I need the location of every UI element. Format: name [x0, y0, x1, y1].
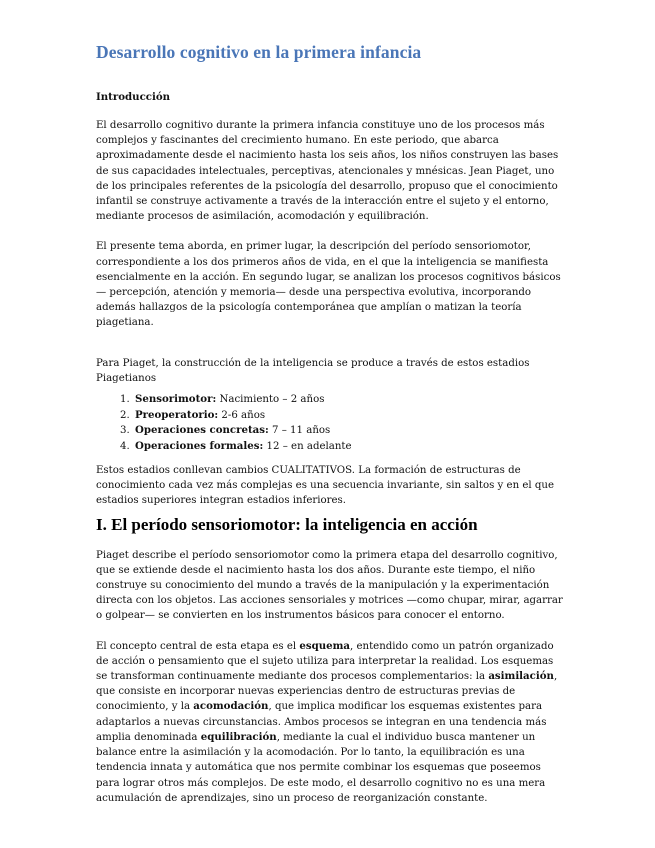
- intro-paragraph-1: El desarrollo cognitivo durante la primera infancia constituye uno de los procesos más complejos y fascinantes del crecimiento humano. En este periodo, que abarca aproximadamente desde el nacimiento hasta los seis años, los niños construyen las bases de sus capacidades intelectuales, perceptivas, atencionales y mnésicas. Jean Piaget, uno de los principales referentes de la psicología del desarrollo, propuso que el conocimiento infantil se construye activamente a través de la interacción entre el sujeto y el entorno, mediante procesos de asimilación, acomodación y equilibración.: [96, 120, 559, 223]
- intro-heading: Introducción: [96, 91, 171, 103]
- term-esquema: esquema: [299, 639, 350, 652]
- stages-list: [96, 392, 566, 454]
- stage-range: 12 – en adelante: [263, 440, 352, 452]
- section-paragraph-1: Piaget describe el período sensoriomotor como la primera etapa del desarrollo cognitivo, que se extiende desde el nacimiento hasta los dos años. Durante este tiempo, el niño construye su conocimiento del mundo a través de la manipulación y la experimentación directa con los objetos. Las acciones sensoriales y motrices —como chupar, mirar, agarrar o golpear— se convierten en los instrumentos básicos para conocer el entorno.: [96, 549, 563, 622]
- stage-range: Nacimiento – 2 años: [216, 394, 325, 406]
- document-title: Desarrollo cognitivo en la primera infancia: [96, 42, 422, 62]
- section-heading: I. El período sensoriomotor: la inteligencia en acción: [96, 514, 478, 534]
- stage-range: 7 – 11 años: [268, 425, 331, 437]
- text-run: , mediante la cual el individuo busca mantener un balance entre la asimilación y la acomodación. Por lo tanto, la equilibración es una tendencia innata y automática que nos permite combinar los esquemas que poseemos para lograr otros más complejos. De este modo, el desarrollo cognitivo no es una mera acumulación de aprendizajes, sino un proceso de reorganización constante.: [96, 731, 546, 804]
- stage-name: Operaciones formales:: [135, 439, 264, 452]
- text-run: , que implica modificar los esquemas existentes para adaptarlos a nuevas circunstancias. Ambos procesos se integran en una tendencia más amplia denominada: [96, 701, 547, 743]
- text-run: , que consiste en incorporar nuevas experiencias dentro de estructuras previas de conocimiento, y la: [96, 671, 558, 713]
- document-page: [96, 42, 566, 821]
- stages-summary-paragraph: Estos estadios conllevan cambios CUALITATIVOS. La formación de estructuras de conocimiento cada vez más complejas es una secuencia invariante, sin saltos y en el que estadios superiores integran estadios inferiores.: [96, 465, 555, 507]
- term-asimilacion: asimilación: [488, 670, 554, 683]
- list-item: [133, 423, 566, 439]
- list-item: [133, 392, 566, 408]
- section-paragraph-2: [96, 639, 566, 806]
- list-item: [133, 439, 566, 455]
- list-item: [133, 408, 566, 424]
- stage-name: Operaciones concretas:: [135, 424, 269, 437]
- term-equilibracion: equilibración: [200, 730, 277, 743]
- stage-name: Preoperatorio:: [135, 408, 219, 421]
- stage-range: 2-6 años: [218, 409, 266, 421]
- text-run: , entendido como un patrón organizado de acción o pensamiento que el sujeto utiliza para interpretar la realidad. Los esquemas se transforman continuamente mediante dos procesos complementarios: la: [96, 640, 554, 683]
- text-run: El concepto central de esta etapa es el: [96, 640, 300, 652]
- stage-name: Sensorimotor:: [135, 393, 217, 406]
- stages-intro-paragraph: Para Piaget, la construcción de la inteligencia se produce a través de estos estadios Piagetianos: [96, 357, 530, 384]
- intro-paragraph-2: El presente tema aborda, en primer lugar, la descripción del período sensoriomotor, correspondiente a los dos primeros años de vida, en el que la inteligencia se manifiesta esencialmente en la acción. En segundo lugar, se analizan los procesos cognitivos básicos — percepción, atención y memoria— desde una perspectiva evolutiva, incorporando además hallazgos de la psicología contemporánea que amplían o matizan la teoría piagetiana.: [96, 241, 561, 329]
- term-acomodacion: acomodación: [193, 700, 269, 713]
